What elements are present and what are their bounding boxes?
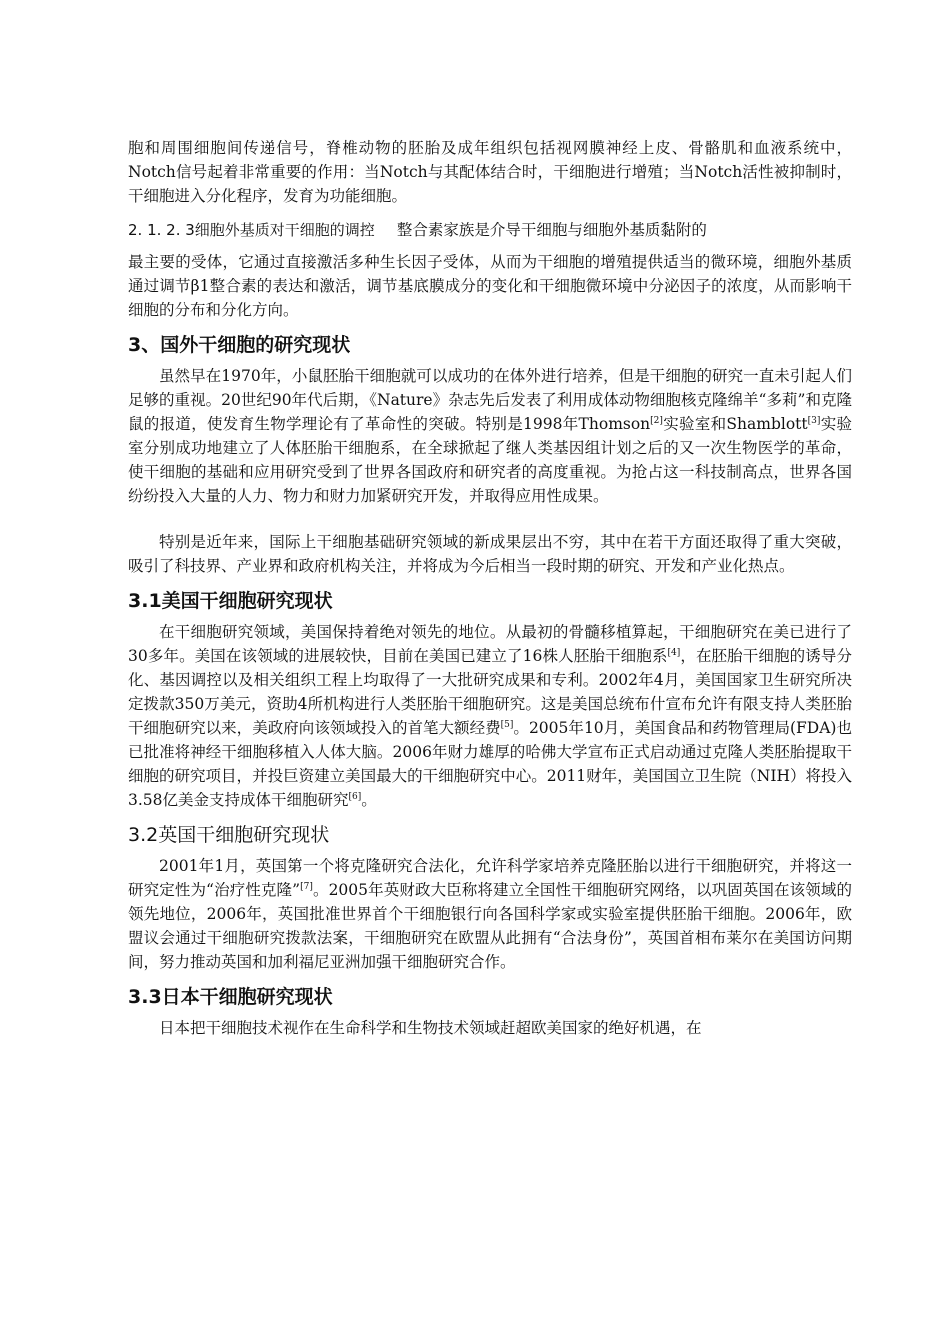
subsection-number: 2. 1. 2. 3 — [128, 221, 195, 239]
paragraph-extracellular-matrix: 最主要的受体，它通过直接激活多种生长因子受体，从而为干细胞的增殖提供适当的微环境，细胞外基质通过调节β1整合素的表达和激活，调节基底膜成分的变化和干细胞微环境中分泌因子的浓度，从而影响干细胞的分布和分化方向。 — [128, 253, 852, 319]
citation-2: [2] — [650, 415, 663, 426]
paragraph-japan: 日本把干细胞技术视作在生命科学和生物技术领域赶超欧美国家的绝好机遇，在 — [159, 1019, 702, 1037]
section-3-3-heading: 3.3日本干细胞研究现状 — [128, 986, 333, 1008]
document-body — [128, 136, 852, 1040]
citation-5: [5] — [500, 719, 514, 730]
citation-3: [3] — [807, 415, 821, 426]
paragraph-history: 虽然早在1970年，小鼠胚胎干细胞就可以成功的在体外进行培养，但是干细胞的研究一直未引起人们足够的重视。20世纪90年代后期，《Nature》杂志先后发表了利用成体动物细胞核克隆绵羊“多莉”和克隆鼠的报道，使发育生物学理论有了革命性的突破。特别是1998年Thomson[2]实验室和Shamblott[3]实验室分别成功地建立了人体胚胎干细胞系，在全球掀起了继人类基因组计划之后的又一次生物医学的革命，使干细胞的基础和应用研究受到了世界各国政府和研究者的高度重视。为抢占这一科技制高点，世界各国纷纷投入大量的人力、物力和财力加紧研究开发，并取得应用性成果。 — [128, 367, 852, 505]
subsection-lead-text: 整合素家族是介导干细胞与细胞外基质黏附的 — [396, 221, 707, 239]
citation-4: [4] — [667, 647, 681, 658]
citation-6: [6] — [348, 791, 362, 802]
section-3-1-heading: 3.1美国干细胞研究现状 — [128, 590, 333, 612]
paragraph-usa: 在干细胞研究领域，美国保持着绝对领先的地位。从最初的骨髓移植算起，干细胞研究在美已进行了30多年。美国在该领域的进展较快，目前在美国已建立了16株人胚胎干细胞系[4]，在胚胎干细胞的诱导分化、基因调控以及相关组织工程上均取得了一大批研究成果和专利。2002年4月，美国国家卫生研究所决定拨款350万美元，资助4所机构进行人类胚胎干细胞研究。这是美国总统布什宣布允许有限支持人类胚胎干细胞研究以来，美政府向该领域投入的首笔大额经费[5]。2005年10月，美国食品和药物管理局(FDA)也已批准将神经干细胞移植入人体大脑。2006年财力雄厚的哈佛大学宣布正式启动通过克隆人类胚胎提取干细胞的研究项目，并投巨资建立美国最大的干细胞研究中心。2011财年，美国国立卫生院（NIH）将投入3.58亿美金支持成体干细胞研究[6]。 — [128, 623, 852, 809]
subsection-title: 细胞外基质对干细胞的调控 — [194, 221, 375, 239]
citation-7: [7] — [300, 881, 313, 892]
section-3-2-heading: 3.2英国干细胞研究现状 — [128, 824, 330, 846]
paragraph-recent-years: 特别是近年来，国际上干细胞基础研究领域的新成果层出不穷，其中在若干方面还取得了重大突破，吸引了科技界、产业界和政府机构关注，并将成为今后相当一段时期的研究、开发和产业化热点。 — [128, 533, 852, 575]
section-3-heading: 3、国外干细胞的研究现状 — [128, 334, 351, 356]
paragraph-uk: 2001年1月，英国第一个将克隆研究合法化，允许科学家培养克隆胚胎以进行干细胞研究，并将这一研究定性为“治疗性克隆”[7]。2005年英财政大臣称将建立全国性干细胞研究网络，以巩固英国在该领域的领先地位，2006年，英国批准世界首个干细胞银行向各国科学家或实验室提供胚胎干细胞。2006年，欧盟议会通过干细胞研究拨款法案，干细胞研究在欧盟从此拥有“合法身份”，英国首相布莱尔在美国访问期间，努力推动英国和加利福尼亚洲加强干细胞研究合作。 — [128, 857, 852, 971]
subsection-2-1-2-3 — [128, 218, 852, 242]
paragraph-notch-signaling: 胞和周围细胞间传递信号，脊椎动物的胚胎及成年组织包括视网膜神经上皮、骨骼肌和血液系统中，Notch信号起着非常重要的作用：当Notch与其配体结合时，干细胞进行增殖；当Notch活性被抑制时，干细胞进入分化程序，发育为功能细胞。 — [128, 139, 852, 205]
